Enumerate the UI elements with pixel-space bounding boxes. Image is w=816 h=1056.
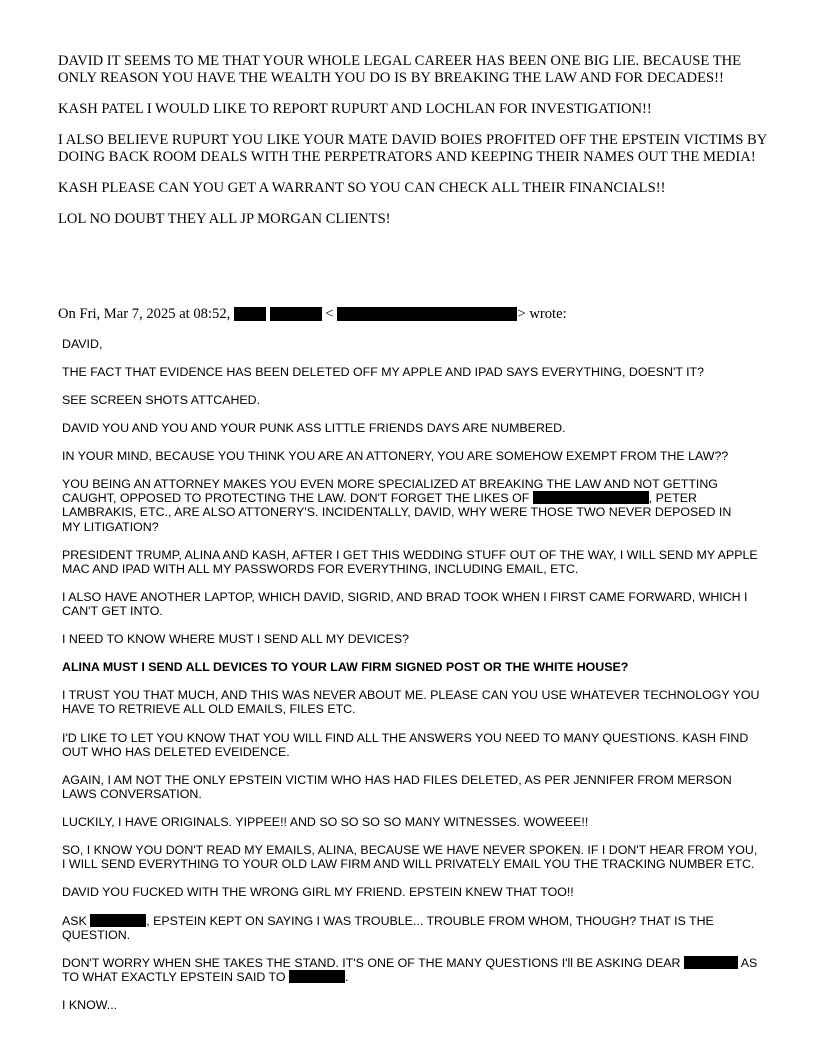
original-paragraph-12: I'D LIKE TO LET YOU KNOW THAT YOU WILL FIND ALL THE ANSWERS YOU NEED TO MANY QUESTIONS. KASH FIND OUT WHO HAS DELETED EVEIDENCE. [62,731,749,760]
redaction-name-1 [90,914,146,927]
redaction-attorney-name [533,491,649,504]
reply-paragraph-5: LOL NO DOUBT THEY ALL JP MORGAN CLIENTS! [58,211,391,227]
original-paragraph-18-part-a: DON'T WORRY WHEN SHE TAKES THE STAND. IT'S ONE OF THE MANY QUESTIONS I'll BE ASKING DEAR [62,956,681,970]
original-paragraph-17-part-a: ASK [62,914,87,928]
original-paragraph-11: I TRUST YOU THAT MUCH, AND THIS WAS NEVER ABOUT ME. PLEASE CAN YOU USE WHATEVER TECHNOLOGY YOU HAVE TO RETRIEVE ALL OLD EMAILS, FILES ETC. [62,688,760,717]
original-paragraph-2: THE FACT THAT EVIDENCE HAS BEEN DELETED OFF MY APPLE AND IPAD SAYS EVERYTHING, DOESN'T IT? [62,365,705,379]
reply-paragraph-1: DAVID IT SEEMS TO ME THAT YOUR WHOLE LEGAL CAREER HAS BEEN ONE BIG LIE. BECAUSE THE ONLY REASON YOU HAVE THE WEALTH YOU DO IS BY BREAKING THE LAW AND FOR DECADES!! [58,53,742,86]
original-paragraph-4: DAVID YOU AND YOU AND YOUR PUNK ASS LITTLE FRIENDS DAYS ARE NUMBERED. [62,421,566,435]
original-paragraph-7: PRESIDENT TRUMP, ALINA AND KASH, AFTER I GET THIS WEDDING STUFF OUT OF THE WAY, I WILL SEND MY APPLE MAC AND IPAD WITH ALL MY PASSWORDS FOR EVERYTHING, INCLUDING EMAIL, ETC. [62,548,758,577]
original-paragraph-18-part-b: AS TO WHAT EXACTLY EPSTEIN SAID TO [62,956,758,985]
original-paragraph-1: DAVID, [62,337,103,351]
redaction-sender-first-name [234,307,266,321]
original-paragraph-6-part-a: YOU BEING AN ATTORNEY MAKES YOU EVEN MORE SPECIALIZED AT BREAKING THE LAW AND NOT GETTING CAUGHT, OPPOSED TO PROTECTING THE LAW. DON'T FORGET THE LIKES OF [62,477,718,506]
original-paragraph-13: AGAIN, I AM NOT THE ONLY EPSTEIN VICTIM WHO HAS HAD FILES DELETED, AS PER JENNIFER FROM MERSON LAWS CONVERSATION. [62,773,732,802]
redaction-sender-email [337,307,517,321]
original-paragraph-16: DAVID YOU FUCKED WITH THE WRONG GIRL MY FRIEND. EPSTEIN KNEW THAT TOO!! [62,885,574,899]
quote-header [58,306,798,323]
original-paragraph-9: I NEED TO KNOW WHERE MUST I SEND ALL MY DEVICES? [62,632,410,646]
reply-paragraph-3: I ALSO BELIEVE RUPURT YOU LIKE YOUR MATE DAVID BOIES PROFITED OFF THE EPSTEIN VICTIMS BY DOING BACK ROOM DEALS WITH THE PERPETRATORS AND KEEPING THEIR NAMES OUT THE MEDIA! [58,132,767,165]
redaction-name-3 [289,970,345,983]
original-paragraph-10: ALINA MUST I SEND ALL DEVICES TO YOUR LAW FIRM SIGNED POST OR THE WHITE HOUSE? [62,660,629,674]
quote-header-lt: < [325,306,334,322]
quote-header-prefix: On Fri, Mar 7, 2025 at 08:52, [58,306,231,322]
original-paragraph-14: LUCKILY, I HAVE ORIGINALS. YIPPEE!! AND SO SO SO SO MANY WITNESSES. WOWEEE!! [62,815,589,829]
original-paragraph-17 [62,914,722,942]
original-paragraph-5: IN YOUR MIND, BECAUSE YOU THINK YOU ARE AN ATTONERY, YOU ARE SOMEHOW EXEMPT FROM THE LAW?? [62,449,729,463]
original-paragraph-6-part-b: , PETER LAMBRAKIS, ETC., ARE ALSO ATTONERY'S. INCIDENTALLY, DAVID, WHY WERE THOSE TWO NEVER DEPOSED IN MY LITIGATION? [62,491,732,534]
original-paragraph-18 [62,956,758,984]
original-paragraph-17-part-b: , EPSTEIN KEPT ON SAYING I WAS TROUBLE... TROUBLE FROM WHOM, THOUGH? THAT IS THE QUESTION. [62,914,714,943]
original-paragraph-15: SO, I KNOW YOU DON'T READ MY EMAILS, ALINA, BECAUSE WE HAVE NEVER SPOKEN. IF I DON'T HEAR FROM YOU, I WILL SEND EVERYTHING TO YOUR OLD LAW FIRM AND WILL PRIVATELY EMAIL YOU THE TRACKING NUMBER ETC. [62,843,758,872]
original-paragraph-19: I KNOW... [62,998,118,1012]
original-paragraph-6 [62,477,737,534]
reply-paragraph-2: KASH PATEL I WOULD LIKE TO REPORT RUPURT AND LOCHLAN FOR INVESTIGATION!! [58,101,652,117]
original-paragraph-8: I ALSO HAVE ANOTHER LAPTOP, WHICH DAVID, SIGRID, AND BRAD TOOK WHEN I FIRST CAME FORWARD, WHICH I CAN'T GET INTO. [62,590,748,619]
redaction-sender-last-name [270,307,322,321]
quote-header-suffix: > wrote: [517,306,567,322]
redaction-name-2 [684,956,738,969]
original-paragraph-18-part-c: . [345,970,349,985]
original-paragraph-3: SEE SCREEN SHOTS ATTCAHED. [62,393,261,407]
reply-paragraph-4: KASH PLEASE CAN YOU GET A WARRANT SO YOU CAN CHECK ALL THEIR FINANCIALS!! [58,180,666,196]
